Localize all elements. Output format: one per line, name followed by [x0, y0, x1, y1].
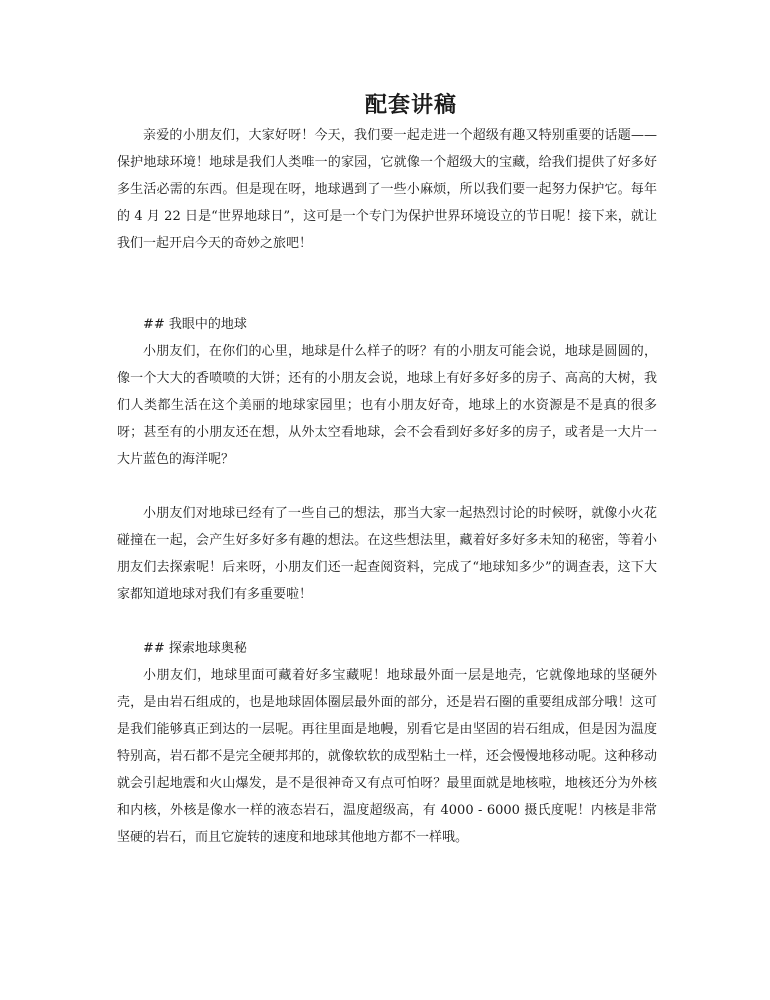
- section-paragraph: 小朋友们对地球已经有了一些自己的想法，那当大家一起热烈讨论的时候呀，就像小火花碰撞在一起，会产生好多好多有趣的想法。在这些想法里，藏着好多好多未知的秘密，等着小朋友们去探索呢！后来呀，小朋友们还一起查阅资料，完成了“地球知多少”的调查表，这下大家都知道地球对我们有多重要啦！: [117, 506, 657, 602]
- spacer: [117, 608, 657, 635]
- spacer: [117, 257, 657, 284]
- section-paragraph: 小朋友们，地球里面可藏着好多宝藏呢！地球最外面一层是地壳，它就像地球的坚硬外壳，是由岩石组成的，也是地球固体圈层最外面的部分，还是岩石圈的重要组成部分哦！这可是我们能够真正到达的一层呢。再往里面是地幔，别看它是由坚固的岩石组成，但是因为温度特别高，岩石都不是完全硬邦邦的，就像软软的成型粘土一样，还会慢慢地移动呢。这种移动就会引起地震和火山爆发，是不是很神奇又有点可怕呀？最里面就是地核啦，地核还分为外核和内核，外核是像水一样的液态岩石，温度超级高，有 4000 - 6000 摄氏度呢！内核是非常坚硬的岩石，而且它旋转的速度和地球其他地方都不一样哦。: [117, 668, 657, 845]
- intro-paragraph: 亲爱的小朋友们，大家好呀！今天，我们要一起走进一个超级有趣又特别重要的话题——保护地球环境！地球是我们人类唯一的家园，它就像一个超级大的宝藏，给我们提供了好多好多生活必需的东西。但是现在呀，地球遇到了一些小麻烦，所以我们要一起努力保护它。每年的 4 月 22 日是“世界地球日”，这可是一个专门为保护世界环境设立的节日呢！接下来，就让我们一起开启今天的奇妙之旅吧！: [117, 128, 657, 251]
- spacer: [117, 473, 657, 500]
- section-paragraph: 小朋友们，在你们的心里，地球是什么样子的呀？有的小朋友可能会说，地球是圆圆的，像一个大大的香喷喷的大饼；还有的小朋友会说，地球上有好多好多的房子、高高的大树，我们人类都生活在这个美丽的地球家园里；也有小朋友好奇，地球上的水资源是不是真的很多呀；甚至有的小朋友还在想，从外太空看地球，会不会看到好多好多的房子，或者是一大片一大片蓝色的海洋呢？: [117, 344, 657, 467]
- document-body: [117, 122, 657, 851]
- section-heading-earth-in-my-eyes: ## 我眼中的地球: [143, 317, 247, 332]
- section-heading-explore-earth: ## 探索地球奥秘: [143, 641, 247, 656]
- spacer: [117, 284, 657, 311]
- page-title: 配套讲稿: [364, 92, 457, 118]
